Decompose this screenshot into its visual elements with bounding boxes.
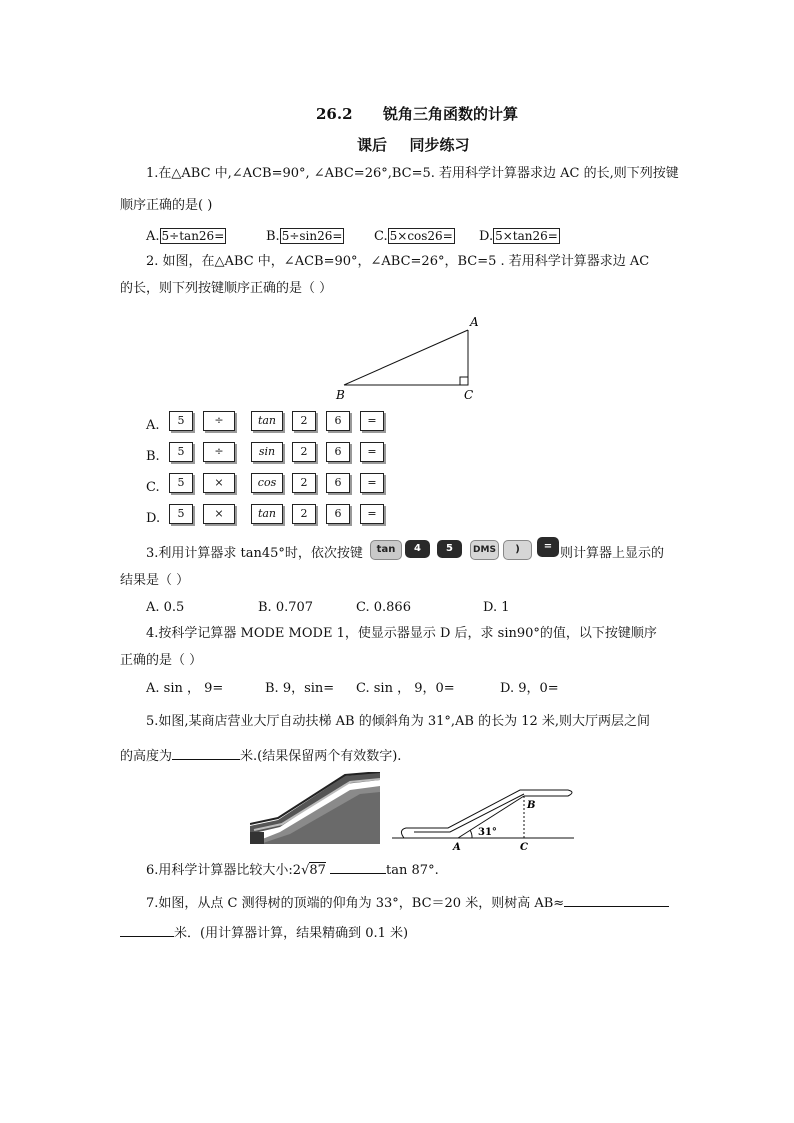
right-angle-mark: [460, 377, 468, 385]
q7-line1: [146, 892, 669, 913]
q2-option-d-letter: D.: [146, 511, 161, 526]
calc-key-close-paren: ): [503, 540, 532, 560]
q7-line2-post: 米．(用计算器计算，结果精确到 0.1 米): [174, 926, 409, 941]
q1-option-b-keys: 5÷sin26=: [281, 229, 343, 243]
q6-line: [146, 859, 439, 880]
q2-b-key-5: 6: [326, 442, 350, 462]
q4-option-d: D. 9，0=: [500, 681, 559, 696]
q2-b-key-4: 2: [292, 442, 316, 462]
q1-option-d: [479, 228, 560, 246]
q4-option-c: C. sin ， 9，0=: [356, 681, 455, 696]
q3-option-c: C. 0.866: [356, 600, 411, 615]
calc-key-5: 5: [437, 540, 462, 558]
q7-answer-blank-1[interactable]: [564, 892, 669, 907]
q6-answer-blank[interactable]: [330, 859, 386, 874]
q6-pre: 6.用科学计算器比较大小:2: [146, 863, 302, 878]
q2-c-key-4: 2: [292, 473, 316, 493]
page-title: [316, 103, 518, 124]
sqrt-symbol: √: [301, 863, 310, 878]
q3-line2: 结果是（ ）: [120, 573, 190, 588]
q1-option-a-letter: A.: [146, 229, 160, 244]
point-label-a: A: [453, 842, 461, 853]
page-subtitle: [357, 134, 470, 155]
escalator-photo: [250, 772, 380, 844]
subtitle-part-a: 课后: [357, 136, 388, 154]
q1-option-d-keys: 5×tan26=: [495, 229, 558, 243]
q2-d-key-3: tan: [251, 504, 283, 524]
q1-option-a-keys: 5÷tan26=: [161, 229, 225, 243]
q4-line2: 正确的是（ ）: [120, 653, 203, 668]
q5-line1: 5.如图,某商店营业大厅自动扶梯 AB 的倾斜角为 31°,AB 的长为 12 米,则大厅两层之间: [146, 714, 651, 729]
q2-d-key-4: 2: [292, 504, 316, 524]
q2-b-key-3: sin: [251, 442, 283, 462]
q5-line2-pre: 的高度为: [120, 749, 173, 764]
q3-option-b: B. 0.707: [258, 600, 314, 615]
q3-option-a: A. 0.5: [146, 600, 185, 615]
q2-triangle-figure: [330, 312, 490, 404]
q2-option-b-letter: B.: [146, 449, 160, 464]
q2-d-key-6: =: [360, 504, 384, 524]
q2-d-key-5: 6: [326, 504, 350, 524]
q5-escalator-diagram: [392, 778, 577, 853]
q6-post: tan 87°.: [386, 863, 439, 878]
q1-option-b-letter: B.: [266, 229, 280, 244]
q1-option-d-letter: D.: [479, 229, 494, 244]
point-label-c: C: [520, 842, 528, 853]
q5-answer-blank[interactable]: [172, 745, 240, 760]
angle-arc: [470, 830, 472, 838]
q2-a-key-3: tan: [251, 411, 283, 431]
q1-option-b: [266, 228, 344, 246]
calc-key-tan: tan: [370, 540, 402, 560]
q6-radicand: 87: [309, 863, 326, 878]
q2-option-c-letter: C.: [146, 480, 160, 495]
q2-b-key-1: 5: [169, 442, 193, 462]
q3-line1-post: 则计算器上显示的: [560, 546, 665, 561]
q7-line2: [120, 922, 408, 943]
q1-line2: 顺序正确的是( ): [120, 198, 213, 213]
q2-c-key-3: cos: [251, 473, 283, 493]
q2-c-key-6: =: [360, 473, 384, 493]
title-text: 锐角三角函数的计算: [383, 105, 519, 123]
subtitle-part-b: 同步练习: [409, 136, 470, 154]
angle-label: 31°: [478, 827, 497, 838]
q1-option-c-keys: 5×cos26=: [389, 229, 453, 243]
q2-a-key-5: 6: [326, 411, 350, 431]
q4-option-b: B. 9，sin=: [265, 681, 335, 696]
triangle-side-ab: [344, 330, 468, 385]
q7-answer-blank-2[interactable]: [120, 922, 174, 937]
q2-a-key-6: =: [360, 411, 384, 431]
calc-key-equals: =: [537, 537, 559, 557]
q2-a-key-4: 2: [292, 411, 316, 431]
q2-line1: 2. 如图，在△ABC 中，∠ACB=90°，∠ABC=26°，BC=5 . 若用科学计算器求边 AC: [146, 254, 650, 269]
q1-line1: 1.在△ABC 中,∠ACB=90°, ∠ABC=26°,BC=5. 若用科学计算器求边 AC 的长,则下列按键: [146, 166, 679, 181]
q3-option-d: D. 1: [483, 600, 510, 615]
q2-a-key-2: ÷: [203, 411, 235, 431]
q2-c-key-1: 5: [169, 473, 193, 493]
q2-d-key-1: 5: [169, 504, 193, 524]
q2-b-key-6: =: [360, 442, 384, 462]
vertex-label-a: A: [470, 315, 479, 329]
q7-line1-text: 7.如图，从点 C 测得树的顶端的仰角为 33°，BC＝20 米，则树高 AB≈: [146, 896, 565, 911]
vertex-label-c: C: [464, 388, 474, 402]
q4-option-a: A. sin ， 9=: [146, 681, 224, 696]
q1-option-a: [146, 228, 226, 246]
q5-line2-post: 米.(结果保留两个有效数字).: [240, 749, 402, 764]
q2-a-key-1: 5: [169, 411, 193, 431]
vertex-label-b: B: [336, 388, 345, 402]
calc-key-4: 4: [405, 540, 430, 558]
point-label-b: B: [527, 800, 536, 811]
q2-option-a-letter: A.: [146, 418, 160, 433]
q2-c-key-2: ×: [203, 473, 235, 493]
q4-line1: 4.按科学记算器 MODE MODE 1，使显示器显示 D 后，求 sin90°的值，以下按键顺序: [146, 626, 657, 641]
title-number: 26.2: [316, 105, 353, 123]
q2-c-key-5: 6: [326, 473, 350, 493]
calc-key-dms: DMS: [470, 540, 499, 560]
escalator-handrail: [414, 794, 524, 832]
q5-line2: [120, 745, 401, 766]
q2-line2: 的长，则下列按键顺序正确的是（ ）: [120, 281, 333, 296]
q1-option-c-letter: C.: [374, 229, 388, 244]
q1-option-c: [374, 228, 455, 246]
q2-b-key-2: ÷: [203, 442, 235, 462]
q3-line1-pre: 3.利用计算器求 tan45°时，依次按键: [146, 546, 363, 561]
q2-d-key-2: ×: [203, 504, 235, 524]
